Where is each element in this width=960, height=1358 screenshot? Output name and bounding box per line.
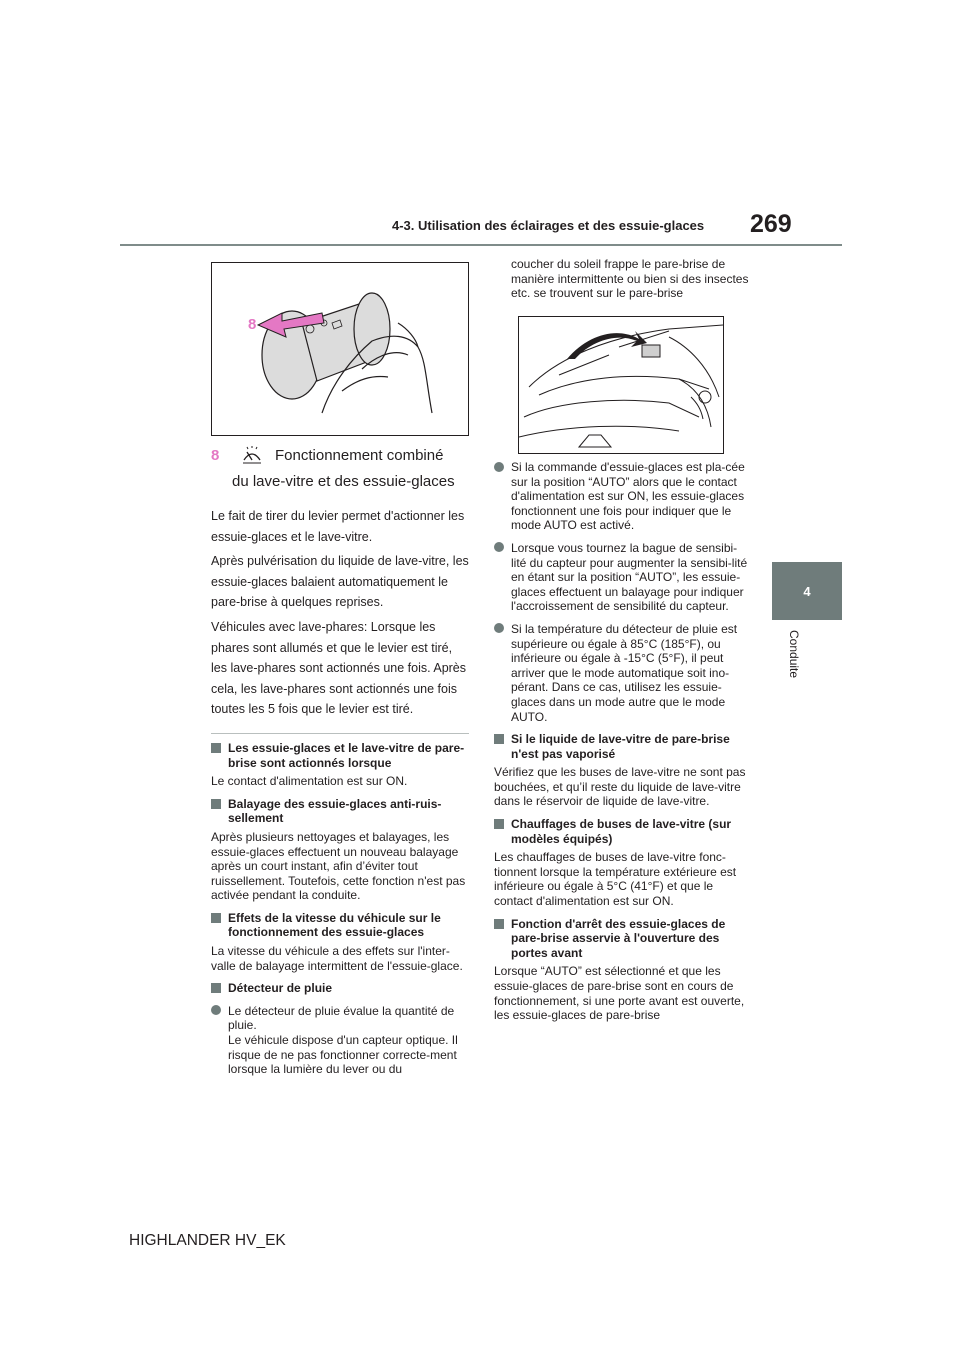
bullet-continuation: coucher du soleil frappe le pare-brise de manière intermittente ou bien si des insectes etc. se trouvent sur le pare-brise [511,257,749,301]
bullet-item: Si la commande d'essuie-glaces est pla-cée sur la position “AUTO” alors que le contact d'alimentation est sur ON, les essuie-glaces fonctionnent une fois pour indiquer que le mode AUTO est activé. [494,460,752,533]
square-bullet-icon [211,983,221,993]
header-divider [120,244,842,246]
section-heading: Balayage des essuie-glaces anti-ruis-sellement [211,797,469,826]
section-heading: Fonction d'arrêt des essuie-glaces de pare-brise asservie à l'ouverture des portes avant [494,917,752,961]
square-bullet-icon [494,819,504,829]
paragraph: Véhicules avec lave-phares: Lorsque les phares sont allumés et que le levier est tiré, les lave-phares sont actionnés une fois. Après cela, les lave-phares sont actionnés une fois toutes les 5 fois que le levier est tiré. [211,619,467,717]
bullet-item: Lorsque vous tournez la bague de sensibi-lité du capteur pour augmenter la sensibi-lité en étant sur la position “AUTO”, les essuie-glaces effectuent un balayage pour indiquer l'accroissement de sensibilité du capteur. [494,541,752,614]
left-column [211,446,469,1085]
right-column-continued [494,460,752,1031]
section-heading: Les essuie-glaces et le lave-vitre de pare-brise sont actionnés lorsque [211,741,469,770]
page-number: 269 [750,210,792,238]
round-bullet-icon [211,1005,221,1015]
rain-sensor-marker [642,345,660,357]
round-bullet-icon [494,462,504,472]
paragraph: Le fait de tirer du levier permet d'actionner les essuie-glaces et le lave-vitre. [211,509,465,544]
section-body: Après plusieurs nettoyages et balayages, les essuie-glaces effectuent un nouveau balayage après un court instant, afin d’éviter tout ruissellement. Toutefois, cette fonction n'est pas activée pendant la conduite. [211,829,466,903]
section-heading: Chauffages de buses de lave-vitre (sur modèles équipés) [494,817,752,846]
section-heading: Détecteur de pluie [211,981,469,996]
section-body: La vitesse du véhicule a des effets sur l'inter-valle de balayage intermittent de l'essuie-glace. [211,944,463,973]
item-8-heading [211,446,469,466]
lever-drawing [212,263,468,435]
paragraph: Après pulvérisation du liquide de lave-vitre, les essuie-glaces balaient automatiquement le pare-brise à quelques reprises. [211,554,469,610]
square-bullet-icon [211,799,221,809]
washer-wiper-icon [241,446,263,466]
section-body: Vérifiez que les buses de lave-vitre ne sont pas bouchées, et qu’il reste du liquide de lave-vitre dans le réservoir de liquide de lave-vitre. [494,765,746,809]
section-divider [211,733,469,734]
item-title: Fonctionnement combiné [275,447,444,464]
lever-illustration [211,262,469,436]
round-bullet-icon [494,542,504,552]
callout-8: 8 [248,316,257,333]
rain-sensor-illustration [518,316,724,454]
section-heading: Si le liquide de lave-vitre de pare-brise n'est pas vaporisé [494,732,752,761]
item-title-continuation: du lave-vitre et des essuie-glaces [232,473,455,490]
section-body: Les chauffages de buses de lave-vitre fonc-tionnent lorsque la température extérieure est inférieure ou égale à 5°C (41°F) et que le contact d'alimentation est sur ON. [494,850,737,909]
section-body: Le contact d'alimentation est sur ON. [211,774,408,789]
chapter-label: Conduite [787,630,801,679]
item-number: 8 [211,447,220,464]
bullet-item: Le détecteur de pluie évalue la quantité de pluie. Le véhicule dispose d'un capteur optique. Il risque de ne pas fonctionner correcte-ment lorsque la lumière du lever ou du [211,1004,469,1077]
bullet-item: Si la température du détecteur de pluie est supérieure ou égale à 85°C (185°F), ou inférieure ou égale à -15°C (5°F), il peut arriver que le mode automatique soit ino-pérant. Dans ce cas, utilisez les essuie-glaces dans un mode autre que le mode AUTO. [494,622,752,724]
square-bullet-icon [494,919,504,929]
chapter-tab [772,562,842,620]
chapter-number: 4 [803,583,811,599]
section-body: Lorsque “AUTO” est sélectionné et que les essuie-glaces de pare-brise sont en cours de fonctionnement, si une porte avant est ouverte, les essuie-glaces de pare-brise [494,964,745,1023]
car-drawing [519,317,723,453]
section-title: 4-3. Utilisation des éclairages et des essuie-glaces [392,218,705,233]
footer-model: HIGHLANDER HV_EK [129,1232,286,1249]
square-bullet-icon [494,734,504,744]
round-bullet-icon [494,623,504,633]
section-heading: Effets de la vitesse du véhicule sur le fonctionnement des essuie-glaces [211,911,469,940]
square-bullet-icon [211,743,221,753]
right-column [494,257,752,309]
square-bullet-icon [211,913,221,923]
